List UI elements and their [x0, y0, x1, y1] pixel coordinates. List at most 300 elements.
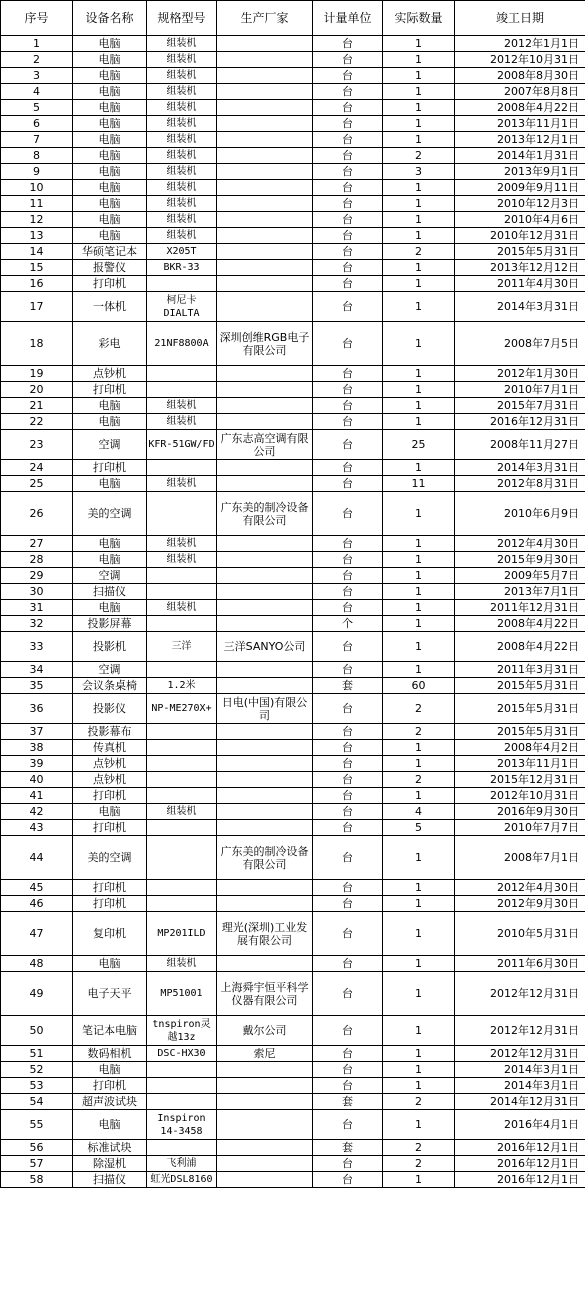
cell-name: 除湿机: [73, 1156, 147, 1172]
cell-model: 组装机: [147, 228, 217, 244]
cell-date: 2015年9月30日: [455, 552, 585, 568]
cell-name: 标准试块: [73, 1140, 147, 1156]
cell-no: 17: [1, 292, 73, 322]
cell-date: 2013年11月1日: [455, 116, 585, 132]
cell-model: NP-ME270X+: [147, 694, 217, 724]
cell-qty: 1: [383, 100, 455, 116]
cell-date: 2014年3月1日: [455, 1078, 585, 1094]
cell-unit: 台: [313, 1110, 383, 1140]
cell-date: 2008年4月2日: [455, 740, 585, 756]
cell-name: 彩电: [73, 322, 147, 366]
cell-date: 2014年1月31日: [455, 148, 585, 164]
cell-maker: [217, 896, 313, 912]
cell-model: [147, 1062, 217, 1078]
cell-maker: [217, 616, 313, 632]
cell-no: 38: [1, 740, 73, 756]
cell-name: 电脑: [73, 956, 147, 972]
cell-maker: 上海舜宇恒平科学仪器有限公司: [217, 972, 313, 1016]
cell-maker: [217, 724, 313, 740]
cell-model: 组装机: [147, 68, 217, 84]
cell-no: 57: [1, 1156, 73, 1172]
cell-qty: 1: [383, 276, 455, 292]
cell-model: [147, 1094, 217, 1110]
table-row: [1, 68, 585, 84]
cell-date: 2016年12月31日: [455, 414, 585, 430]
cell-name: 电脑: [73, 36, 147, 52]
cell-model: 组装机: [147, 100, 217, 116]
cell-qty: 1: [383, 568, 455, 584]
cell-name: 美的空调: [73, 836, 147, 880]
cell-maker: 广东志高空调有限公司: [217, 430, 313, 460]
cell-model: MP51001: [147, 972, 217, 1016]
table-row: [1, 616, 585, 632]
cell-date: 2015年5月31日: [455, 678, 585, 694]
cell-name: 点钞机: [73, 366, 147, 382]
cell-no: 58: [1, 1172, 73, 1188]
cell-name: 打印机: [73, 896, 147, 912]
cell-name: 投影仪: [73, 694, 147, 724]
cell-no: 29: [1, 568, 73, 584]
cell-qty: 1: [383, 896, 455, 912]
cell-maker: [217, 804, 313, 820]
header-no: 序号: [1, 1, 73, 36]
cell-no: 21: [1, 398, 73, 414]
cell-qty: 1: [383, 292, 455, 322]
cell-name: 电脑: [73, 476, 147, 492]
cell-no: 46: [1, 896, 73, 912]
cell-maker: [217, 460, 313, 476]
cell-no: 55: [1, 1110, 73, 1140]
cell-no: 44: [1, 836, 73, 880]
cell-no: 25: [1, 476, 73, 492]
cell-no: 35: [1, 678, 73, 694]
cell-qty: 1: [383, 972, 455, 1016]
table-row: [1, 1140, 585, 1156]
table-row: [1, 276, 585, 292]
cell-maker: [217, 414, 313, 430]
cell-model: 柯尼卡 DIALTA: [147, 292, 217, 322]
cell-date: 2015年5月31日: [455, 244, 585, 260]
cell-date: 2010年12月31日: [455, 228, 585, 244]
cell-date: 2010年5月31日: [455, 912, 585, 956]
cell-unit: 台: [313, 276, 383, 292]
cell-unit: 台: [313, 132, 383, 148]
cell-model: 组装机: [147, 476, 217, 492]
cell-unit: 台: [313, 956, 383, 972]
cell-unit: 台: [313, 100, 383, 116]
table-row: [1, 1016, 585, 1046]
cell-unit: 套: [313, 678, 383, 694]
cell-maker: [217, 244, 313, 260]
cell-model: [147, 492, 217, 536]
table-row: [1, 880, 585, 896]
cell-name: 电脑: [73, 68, 147, 84]
cell-unit: 台: [313, 1016, 383, 1046]
cell-date: 2010年7月1日: [455, 382, 585, 398]
cell-no: 43: [1, 820, 73, 836]
cell-model: [147, 1140, 217, 1156]
cell-maker: [217, 820, 313, 836]
cell-model: [147, 460, 217, 476]
cell-qty: 2: [383, 724, 455, 740]
cell-model: 1.2米: [147, 678, 217, 694]
cell-qty: 1: [383, 616, 455, 632]
cell-unit: 台: [313, 836, 383, 880]
cell-name: 打印机: [73, 382, 147, 398]
cell-qty: 1: [383, 212, 455, 228]
table-row: [1, 148, 585, 164]
cell-unit: 台: [313, 694, 383, 724]
cell-qty: 1: [383, 1046, 455, 1062]
cell-qty: 1: [383, 84, 455, 100]
cell-name: 电脑: [73, 228, 147, 244]
cell-no: 16: [1, 276, 73, 292]
cell-maker: [217, 678, 313, 694]
cell-date: 2012年10月31日: [455, 788, 585, 804]
cell-no: 10: [1, 180, 73, 196]
cell-unit: 台: [313, 460, 383, 476]
cell-qty: 1: [383, 180, 455, 196]
table-row: [1, 756, 585, 772]
cell-maker: [217, 1062, 313, 1078]
cell-maker: [217, 1140, 313, 1156]
cell-model: 组装机: [147, 164, 217, 180]
cell-no: 42: [1, 804, 73, 820]
cell-date: 2011年4月30日: [455, 276, 585, 292]
cell-qty: 1: [383, 600, 455, 616]
cell-name: 打印机: [73, 880, 147, 896]
cell-name: 电脑: [73, 196, 147, 212]
cell-name: 电脑: [73, 180, 147, 196]
cell-unit: 台: [313, 292, 383, 322]
cell-maker: [217, 180, 313, 196]
cell-model: DSC-HX30: [147, 1046, 217, 1062]
cell-no: 15: [1, 260, 73, 276]
cell-unit: 台: [313, 880, 383, 896]
table-row: [1, 536, 585, 552]
cell-qty: 4: [383, 804, 455, 820]
cell-model: 组装机: [147, 132, 217, 148]
cell-qty: 1: [383, 632, 455, 662]
table-row: [1, 322, 585, 366]
cell-date: 2009年5月7日: [455, 568, 585, 584]
cell-maker: [217, 116, 313, 132]
table-row: [1, 600, 585, 616]
cell-no: 33: [1, 632, 73, 662]
cell-maker: 深圳创维RGB电子有限公司: [217, 322, 313, 366]
table-row: [1, 228, 585, 244]
cell-date: 2008年7月1日: [455, 836, 585, 880]
cell-no: 52: [1, 1062, 73, 1078]
table-row: [1, 100, 585, 116]
cell-no: 31: [1, 600, 73, 616]
cell-date: 2013年12月1日: [455, 132, 585, 148]
cell-maker: [217, 366, 313, 382]
cell-name: 打印机: [73, 1078, 147, 1094]
header-date: 竣工日期: [455, 1, 585, 36]
cell-no: 39: [1, 756, 73, 772]
table-row: [1, 84, 585, 100]
cell-no: 22: [1, 414, 73, 430]
cell-no: 53: [1, 1078, 73, 1094]
cell-name: 扫描仪: [73, 584, 147, 600]
cell-qty: 1: [383, 836, 455, 880]
cell-no: 36: [1, 694, 73, 724]
cell-date: 2008年8月30日: [455, 68, 585, 84]
cell-no: 11: [1, 196, 73, 212]
cell-model: [147, 772, 217, 788]
cell-unit: 台: [313, 1156, 383, 1172]
cell-model: [147, 836, 217, 880]
cell-qty: 1: [383, 584, 455, 600]
cell-date: 2016年9月30日: [455, 804, 585, 820]
cell-maker: [217, 552, 313, 568]
cell-date: 2015年12月31日: [455, 772, 585, 788]
cell-name: 打印机: [73, 276, 147, 292]
cell-maker: 广东美的制冷设备有限公司: [217, 836, 313, 880]
table-row: [1, 164, 585, 180]
cell-date: 2013年9月1日: [455, 164, 585, 180]
cell-maker: [217, 292, 313, 322]
cell-qty: 2: [383, 1140, 455, 1156]
cell-unit: 台: [313, 430, 383, 460]
cell-qty: 1: [383, 1062, 455, 1078]
table-row: [1, 724, 585, 740]
table-row: [1, 820, 585, 836]
cell-maker: [217, 1078, 313, 1094]
cell-maker: [217, 276, 313, 292]
cell-maker: [217, 52, 313, 68]
cell-maker: [217, 212, 313, 228]
cell-no: 9: [1, 164, 73, 180]
cell-unit: 套: [313, 1140, 383, 1156]
cell-maker: [217, 584, 313, 600]
cell-unit: 台: [313, 1046, 383, 1062]
cell-date: 2014年3月31日: [455, 292, 585, 322]
cell-model: 组装机: [147, 414, 217, 430]
header-unit: 计量单位: [313, 1, 383, 36]
cell-unit: 台: [313, 1078, 383, 1094]
cell-date: 2012年1月1日: [455, 36, 585, 52]
cell-maker: [217, 228, 313, 244]
cell-name: 报警仪: [73, 260, 147, 276]
cell-model: 组装机: [147, 180, 217, 196]
cell-model: KFR-51GW/FD: [147, 430, 217, 460]
cell-model: 飞利浦: [147, 1156, 217, 1172]
table-row: [1, 1094, 585, 1110]
cell-qty: 1: [383, 68, 455, 84]
cell-unit: 台: [313, 1172, 383, 1188]
cell-qty: 1: [383, 788, 455, 804]
cell-maker: 三洋SANYO公司: [217, 632, 313, 662]
table-row: [1, 1078, 585, 1094]
cell-maker: [217, 260, 313, 276]
cell-name: 点钞机: [73, 756, 147, 772]
cell-no: 48: [1, 956, 73, 972]
cell-unit: 台: [313, 724, 383, 740]
cell-date: 2012年12月31日: [455, 1016, 585, 1046]
table-row: [1, 772, 585, 788]
cell-model: 组装机: [147, 84, 217, 100]
table-row: [1, 36, 585, 52]
cell-model: 组装机: [147, 116, 217, 132]
cell-model: 组装机: [147, 956, 217, 972]
cell-maker: [217, 772, 313, 788]
cell-model: 组装机: [147, 212, 217, 228]
cell-qty: 1: [383, 880, 455, 896]
cell-unit: 台: [313, 600, 383, 616]
table-row: [1, 52, 585, 68]
cell-qty: 1: [383, 756, 455, 772]
cell-unit: 台: [313, 896, 383, 912]
cell-date: 2008年11月27日: [455, 430, 585, 460]
table-row: [1, 382, 585, 398]
cell-maker: 戴尔公司: [217, 1016, 313, 1046]
cell-unit: 台: [313, 492, 383, 536]
cell-model: 虹光DSL8160: [147, 1172, 217, 1188]
cell-maker: [217, 476, 313, 492]
table-row: [1, 116, 585, 132]
table-row: [1, 694, 585, 724]
cell-date: 2012年4月30日: [455, 880, 585, 896]
table-row: [1, 568, 585, 584]
cell-date: 2012年4月30日: [455, 536, 585, 552]
cell-name: 华硕笔记本: [73, 244, 147, 260]
cell-date: 2014年3月1日: [455, 1062, 585, 1078]
table-row: [1, 492, 585, 536]
cell-qty: 1: [383, 552, 455, 568]
cell-qty: 1: [383, 52, 455, 68]
cell-date: 2015年5月31日: [455, 724, 585, 740]
cell-no: 1: [1, 36, 73, 52]
cell-name: 电子天平: [73, 972, 147, 1016]
cell-date: 2010年4月6日: [455, 212, 585, 228]
cell-name: 电脑: [73, 398, 147, 414]
cell-unit: 台: [313, 972, 383, 1016]
cell-unit: 台: [313, 414, 383, 430]
cell-date: 2008年4月22日: [455, 616, 585, 632]
cell-qty: 1: [383, 912, 455, 956]
cell-model: [147, 880, 217, 896]
cell-qty: 1: [383, 398, 455, 414]
cell-qty: 1: [383, 196, 455, 212]
cell-no: 3: [1, 68, 73, 84]
cell-no: 12: [1, 212, 73, 228]
cell-name: 电脑: [73, 100, 147, 116]
cell-no: 23: [1, 430, 73, 460]
cell-unit: 台: [313, 212, 383, 228]
cell-model: [147, 568, 217, 584]
cell-model: 组装机: [147, 552, 217, 568]
cell-model: 组装机: [147, 804, 217, 820]
cell-maker: [217, 956, 313, 972]
table-body: [1, 36, 585, 1188]
cell-unit: 台: [313, 476, 383, 492]
cell-name: 打印机: [73, 460, 147, 476]
cell-no: 30: [1, 584, 73, 600]
table-row: [1, 1062, 585, 1078]
cell-model: [147, 788, 217, 804]
cell-no: 2: [1, 52, 73, 68]
cell-name: 电脑: [73, 414, 147, 430]
cell-maker: 索尼: [217, 1046, 313, 1062]
cell-model: 组装机: [147, 36, 217, 52]
cell-model: [147, 724, 217, 740]
cell-model: 组装机: [147, 398, 217, 414]
cell-maker: [217, 568, 313, 584]
cell-qty: 1: [383, 662, 455, 678]
cell-name: 电脑: [73, 84, 147, 100]
cell-qty: 11: [383, 476, 455, 492]
cell-date: 2016年12月1日: [455, 1140, 585, 1156]
cell-name: 点钞机: [73, 772, 147, 788]
cell-date: 2007年8月8日: [455, 84, 585, 100]
cell-unit: 台: [313, 772, 383, 788]
cell-unit: 台: [313, 228, 383, 244]
cell-no: 26: [1, 492, 73, 536]
table-row: [1, 896, 585, 912]
cell-model: 组装机: [147, 536, 217, 552]
cell-no: 50: [1, 1016, 73, 1046]
cell-no: 37: [1, 724, 73, 740]
cell-name: 打印机: [73, 820, 147, 836]
cell-date: 2010年6月9日: [455, 492, 585, 536]
cell-unit: 台: [313, 536, 383, 552]
header-model: 规格型号: [147, 1, 217, 36]
table-row: [1, 1172, 585, 1188]
cell-date: 2011年12月31日: [455, 600, 585, 616]
cell-qty: 2: [383, 772, 455, 788]
cell-date: 2012年9月30日: [455, 896, 585, 912]
cell-unit: 台: [313, 322, 383, 366]
cell-model: BKR-33: [147, 260, 217, 276]
cell-maker: [217, 1110, 313, 1140]
table-row: [1, 244, 585, 260]
cell-maker: 理光(深圳)工业发展有限公司: [217, 912, 313, 956]
cell-maker: [217, 788, 313, 804]
cell-name: 电脑: [73, 164, 147, 180]
cell-qty: 1: [383, 366, 455, 382]
cell-qty: 1: [383, 492, 455, 536]
cell-model: tnspiron灵越13z: [147, 1016, 217, 1046]
cell-qty: 1: [383, 1016, 455, 1046]
cell-model: 组装机: [147, 196, 217, 212]
table-row: [1, 366, 585, 382]
cell-date: 2008年4月22日: [455, 632, 585, 662]
cell-no: 4: [1, 84, 73, 100]
table-row: [1, 180, 585, 196]
cell-model: 21NF8800A: [147, 322, 217, 366]
cell-date: 2014年3月31日: [455, 460, 585, 476]
cell-model: 组装机: [147, 52, 217, 68]
cell-date: 2010年12月3日: [455, 196, 585, 212]
cell-model: [147, 366, 217, 382]
cell-date: 2010年7月7日: [455, 820, 585, 836]
cell-qty: 60: [383, 678, 455, 694]
cell-no: 56: [1, 1140, 73, 1156]
cell-maker: [217, 1156, 313, 1172]
cell-model: 组装机: [147, 600, 217, 616]
cell-qty: 1: [383, 1110, 455, 1140]
cell-qty: 1: [383, 1078, 455, 1094]
cell-name: 投影机: [73, 632, 147, 662]
cell-name: 电脑: [73, 536, 147, 552]
cell-date: 2012年8月31日: [455, 476, 585, 492]
cell-model: [147, 616, 217, 632]
cell-unit: 台: [313, 148, 383, 164]
table-row: [1, 740, 585, 756]
cell-no: 40: [1, 772, 73, 788]
